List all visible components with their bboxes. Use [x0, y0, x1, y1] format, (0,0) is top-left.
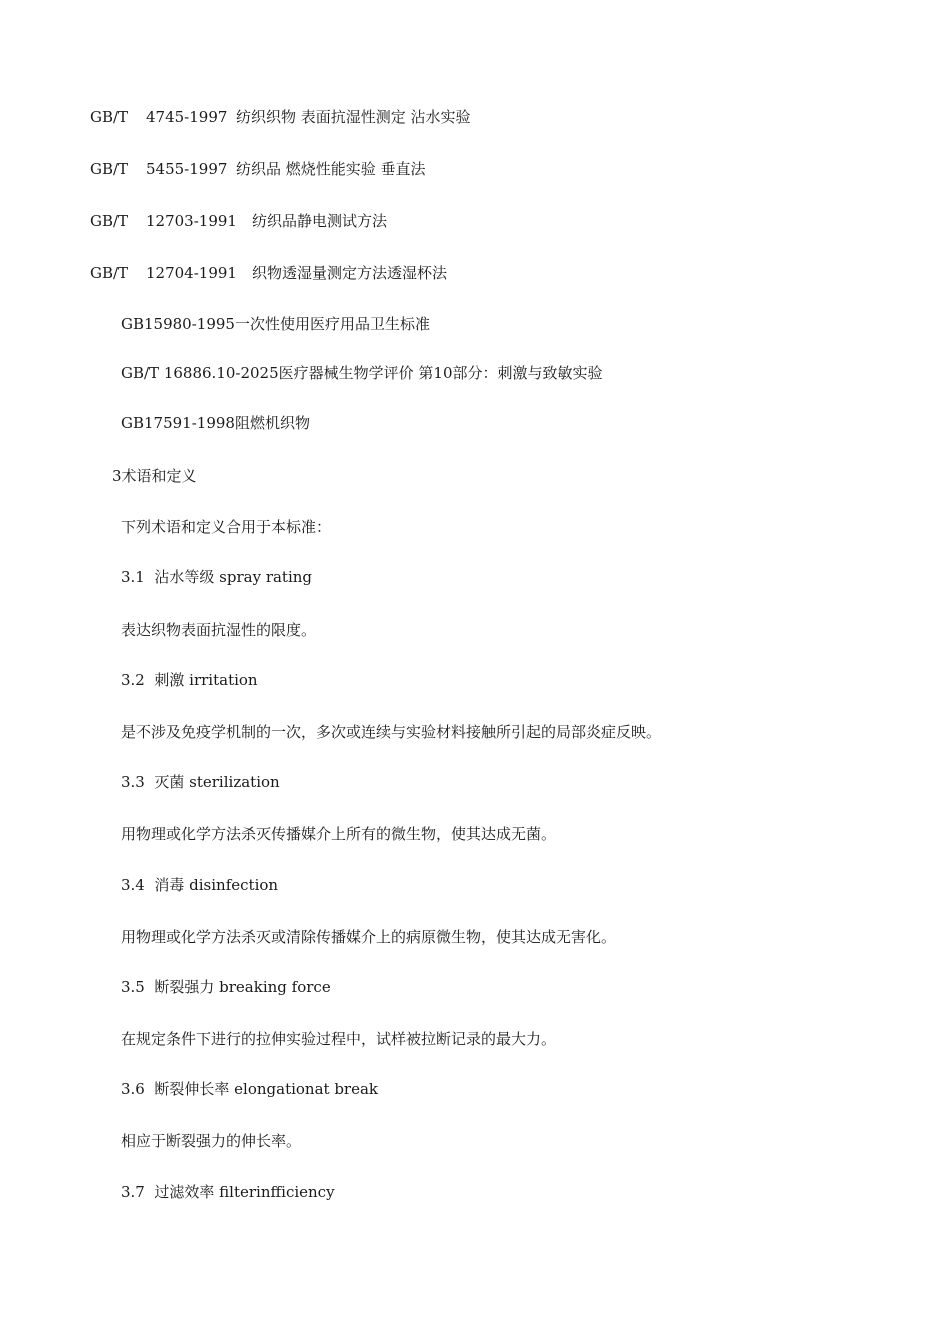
reference-number: 12704-1991 [146, 264, 237, 282]
reference-title: 织物透湿量测定方法透湿杯法 [252, 264, 448, 282]
section-heading: 3术语和定义 [112, 467, 197, 485]
term-heading: 3.7 过滤效率 filterinfficiency [121, 1183, 335, 1201]
term-heading: 3.1 沾水等级 spray rating [121, 568, 313, 586]
term-definition: 表达织物表面抗湿性的限度。 [121, 621, 317, 639]
term-heading: 3.6 断裂伸长率 elongationat break [121, 1080, 379, 1098]
term-definition: 在规定条件下进行的拉伸实验过程中，试样被拉断记录的最大力。 [121, 1030, 557, 1048]
reference-code: GB/T [90, 160, 129, 178]
term-definition: 用物理或化学方法杀灭或清除传播媒介上的病原微生物，使其达成无害化。 [121, 928, 617, 946]
term-heading: 3.2 刺激 irritation [121, 671, 258, 689]
reference-indented: GB17591-1998阻燃机织物 [121, 414, 310, 432]
reference-title: 纺织品静电测试方法 [252, 212, 388, 230]
term-heading: 3.5 断裂强力 breaking force [121, 978, 331, 996]
reference-code: GB/T [90, 108, 129, 126]
reference-number: 12703-1991 [146, 212, 237, 230]
reference-title: 纺织品 燃烧性能实验 垂直法 [236, 160, 426, 178]
section-intro: 下列术语和定义合用于本标准： [121, 518, 332, 536]
term-definition: 是不涉及免疫学机制的一次，多次或连续与实验材料接触所引起的局部炎症反映。 [121, 723, 662, 741]
reference-number: 4745-1997 [146, 108, 228, 126]
term-definition: 用物理或化学方法杀灭传播媒介上所有的微生物，使其达成无菌。 [121, 825, 557, 843]
reference-indented: GB/T 16886.10-2025医疗器械生物学评价 第10部分：刺激与致敏实验 [121, 364, 603, 382]
reference-number: 5455-1997 [146, 160, 228, 178]
reference-code: GB/T [90, 264, 129, 282]
term-definition: 相应于断裂强力的伸长率。 [121, 1132, 302, 1150]
term-heading: 3.3 灭菌 sterilization [121, 773, 280, 791]
reference-indented: GB15980-1995一次性使用医疗用品卫生标准 [121, 315, 430, 333]
reference-title: 纺织织物 表面抗湿性测定 沾水实验 [236, 108, 471, 126]
reference-code: GB/T [90, 212, 129, 230]
term-heading: 3.4 消毒 disinfection [121, 876, 279, 894]
